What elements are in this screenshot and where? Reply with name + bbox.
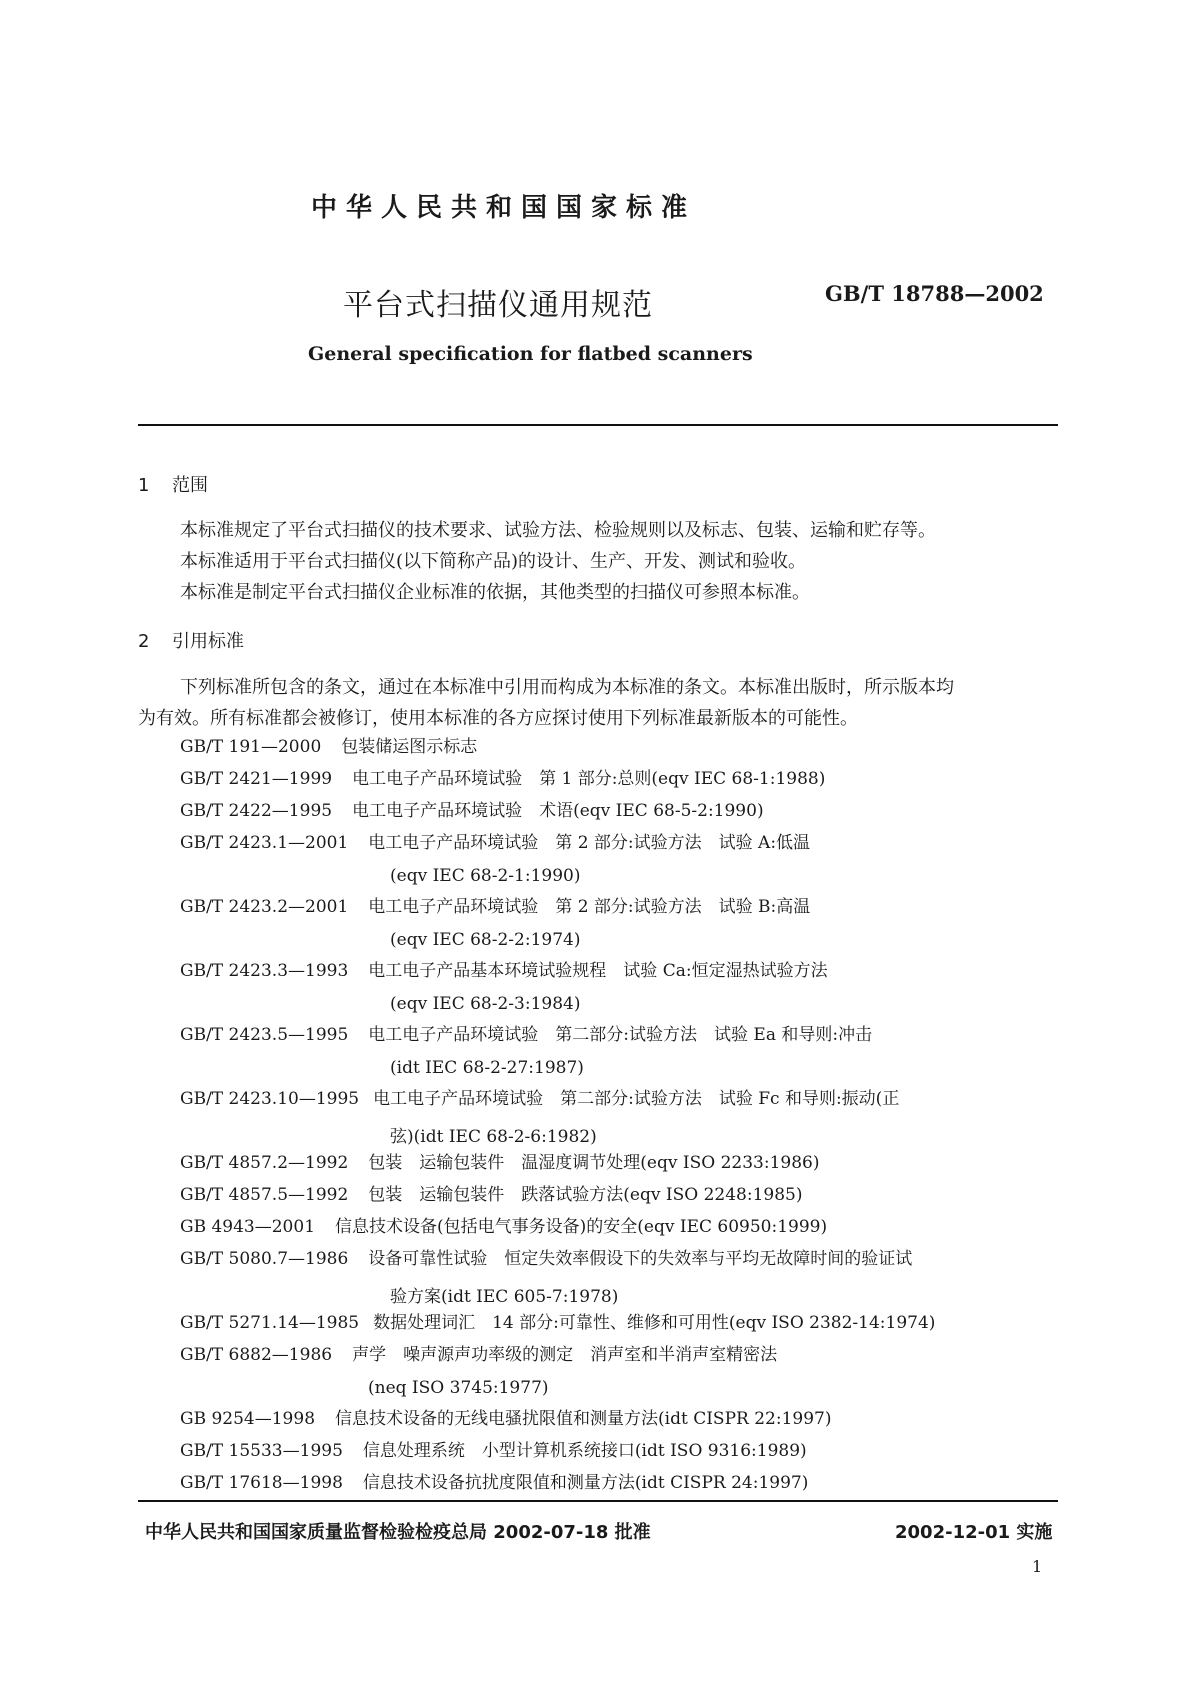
approval-issuer: 中华人民共和国国家质量监督检验检疫总局 2002-07-18 批准 [145,1522,651,1543]
reference-title: 信息技术设备抗扰度限值和测量方法(idt CISPR 24:1997) [362,1473,809,1493]
reference-code: GB/T 17618—1998 [180,1473,343,1493]
reference-item [180,1025,872,1045]
effective-date: 2002-12-01 实施 [895,1522,1053,1543]
paragraph: 为有效。所有标准都会被修订，使用本标准的各方应探讨使用下列标准最新版本的可能性。 [138,708,858,729]
reference-item [180,737,477,757]
section-number: 2 [138,631,150,652]
reference-item [180,1153,819,1173]
reference-title: 数据处理词汇 14 部分:可靠性、维修和可用性(eqv ISO 2382-14:1974) [373,1313,936,1333]
standard-title: 平台式扫描仪通用规范 [343,288,653,323]
reference-continuation: 弦)(idt IEC 68-2-6:1982) [390,1127,597,1147]
reference-code: GB/T 15533—1995 [180,1441,343,1461]
reference-title: 电工电子产品环境试验 第二部分:试验方法 试验 Ea 和导则:冲击 [368,1025,873,1045]
reference-continuation: 验方案(idt IEC 605-7:1978) [390,1287,619,1307]
reference-title: 电工电子产品环境试验 第 2 部分:试验方法 试验 A:低温 [368,833,811,853]
national-standard-title: 中华人民共和国国家标准 [311,193,697,223]
reference-item [180,897,810,917]
reference-item [180,833,810,853]
reference-item [180,1409,831,1429]
reference-title: 电工电子产品环境试验 术语(eqv IEC 68-5-2:1990) [352,801,764,821]
paragraph: 本标准适用于平台式扫描仪(以下简称产品)的设计、生产、开发、测试和验收。 [180,551,807,572]
reference-code: GB/T 5080.7—1986 [180,1249,349,1269]
reference-item [180,1345,777,1365]
section-1-heading [138,471,208,497]
reference-continuation: (eqv IEC 68-2-2:1974) [390,930,581,950]
reference-code: GB 4943—2001 [180,1217,316,1237]
reference-continuation: (idt IEC 68-2-27:1987) [390,1058,584,1078]
reference-title: 信息技术设备的无线电骚扰限值和测量方法(idt CISPR 22:1997) [335,1409,832,1429]
reference-continuation: (neq ISO 3745:1977) [368,1378,549,1398]
reference-code: GB 9254—1998 [180,1409,316,1429]
reference-item [180,769,825,789]
reference-title: 信息技术设备(包括电气事务设备)的安全(eqv IEC 60950:1999) [335,1217,828,1237]
reference-code: GB/T 2421—1999 [180,769,333,789]
section-title: 范围 [172,475,208,496]
reference-title: 包装 运输包装件 跌落试验方法(eqv ISO 2248:1985) [368,1185,803,1205]
paragraph: 本标准是制定平台式扫描仪企业标准的依据，其他类型的扫描仪可参照本标准。 [180,582,810,603]
reference-item [180,1217,827,1237]
reference-item [180,1473,808,1493]
reference-item [180,1441,807,1461]
reference-code: GB/T 2423.1—2001 [180,833,349,853]
reference-continuation: (eqv IEC 68-2-3:1984) [390,994,581,1014]
top-divider [138,424,1058,426]
section-number: 1 [138,475,150,496]
reference-item [180,961,828,981]
page-number: 1 [1032,1557,1043,1576]
reference-title: 电工电子产品基本环境试验规程 试验 Ca:恒定湿热试验方法 [368,961,828,981]
reference-item [180,1185,802,1205]
reference-code: GB/T 2422—1995 [180,801,333,821]
reference-code: GB/T 2423.2—2001 [180,897,349,917]
reference-code: GB/T 6882—1986 [180,1345,333,1365]
section-2-heading [138,627,244,653]
reference-title: 电工电子产品环境试验 第 2 部分:试验方法 试验 B:高温 [368,897,811,917]
reference-title: 电工电子产品环境试验 第 1 部分:总则(eqv IEC 68-1:1988) [352,769,826,789]
reference-item [180,1313,935,1333]
reference-code: GB/T 2423.10—1995 [180,1089,360,1109]
reference-title: 声学 噪声源声功率级的测定 消声室和半消声室精密法 [352,1345,778,1365]
reference-title: 包装储运图示标志 [341,737,478,757]
english-title: General specification for flatbed scanners [308,343,753,365]
reference-item [180,801,764,821]
paragraph: 下列标准所包含的条文，通过在本标准中引用而构成为本标准的条文。本标准出版时，所示版本均 [180,677,954,698]
reference-title: 设备可靠性试验 恒定失效率假设下的失效率与平均无故障时间的验证试 [368,1249,913,1269]
reference-code: GB/T 5271.14—1985 [180,1313,360,1333]
reference-code: GB/T 2423.5—1995 [180,1025,349,1045]
section-title: 引用标准 [172,631,244,652]
reference-title: 电工电子产品环境试验 第二部分:试验方法 试验 Fc 和导则:振动(正 [373,1089,900,1109]
reference-continuation: (eqv IEC 68-2-1:1990) [390,866,581,886]
reference-code: GB/T 191—2000 [180,737,322,757]
reference-title: 信息处理系统 小型计算机系统接口(idt ISO 9316:1989) [362,1441,807,1461]
reference-code: GB/T 4857.5—1992 [180,1185,349,1205]
bottom-divider [138,1500,1058,1502]
reference-item [180,1249,912,1269]
reference-item [180,1089,899,1109]
reference-code: GB/T 4857.2—1992 [180,1153,349,1173]
paragraph: 本标准规定了平台式扫描仪的技术要求、试验方法、检验规则以及标志、包装、运输和贮存等。 [180,520,936,541]
standard-number: GB/T 18788—2002 [825,281,1044,306]
reference-title: 包装 运输包装件 温湿度调节处理(eqv ISO 2233:1986) [368,1153,820,1173]
reference-code: GB/T 2423.3—1993 [180,961,349,981]
